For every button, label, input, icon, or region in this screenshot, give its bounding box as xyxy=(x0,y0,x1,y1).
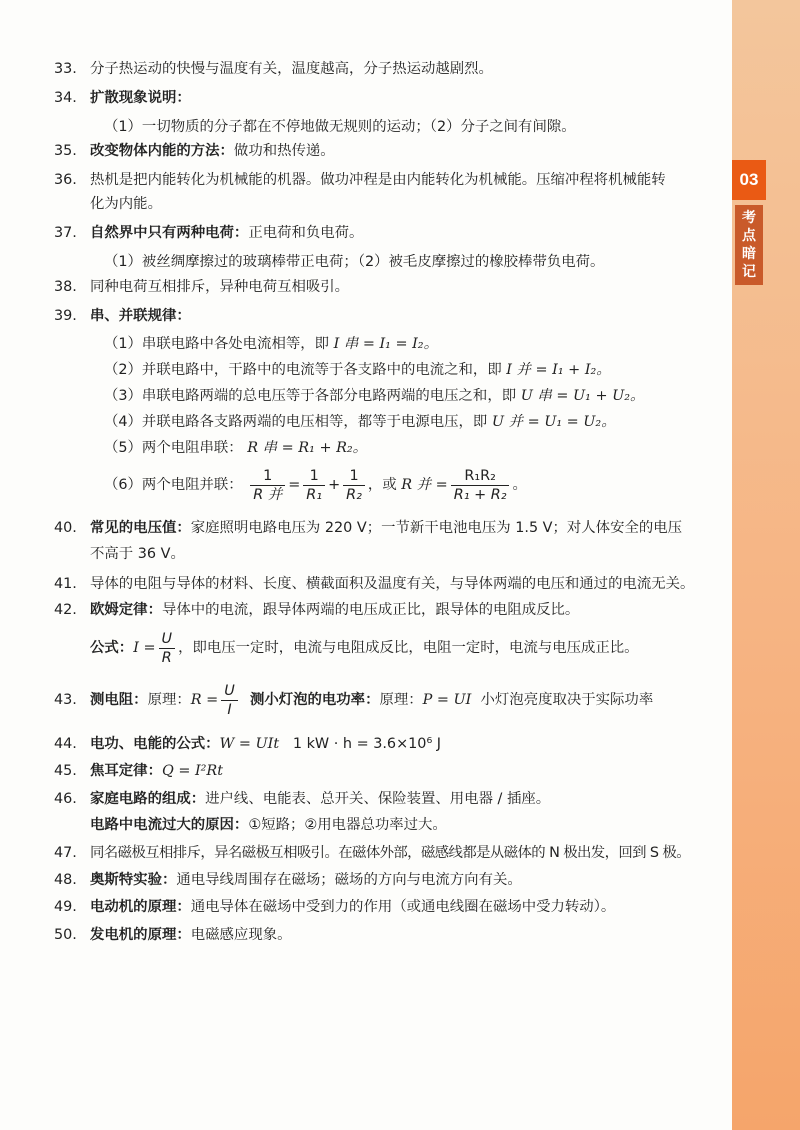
item-37: 37. 自然界中只有两种电荷：正电荷和负电荷。 xyxy=(54,225,364,241)
chapter-char: 记 xyxy=(742,264,756,280)
item-47: 47. 同名磁极互相排斥，异名磁极互相吸引。在磁体外部，磁感线都是从磁体的 N 极出发，回到 S 极。 xyxy=(54,845,691,861)
item-39-3: （3）串联电路两端的总电压等于各部分电路两端的电压之和，即 U 串 = U₁ + U₂。 xyxy=(104,388,645,404)
item-33: 33. 分子热运动的快慢与温度有关，温度越高，分子热运动越剧烈。 xyxy=(54,61,493,77)
item-39-4: （4）并联电路各支路两端的电压相等，都等于电源电压，即 U 并 = U₁ = U₂。 xyxy=(104,414,616,430)
item-39-2: （2）并联电路中，干路中的电流等于各支路中的电流之和，即 I 并 = I₁ + I₂。 xyxy=(104,362,611,378)
fraction: $\frac{U}{I}$ xyxy=(221,682,238,719)
item-40-cont: 不高于 36 V。 xyxy=(90,546,185,562)
chapter-char: 暗 xyxy=(742,246,756,262)
item-46-sub: 电路中电流过大的原因：①短路；②用电器总功率过大。 xyxy=(90,817,447,833)
fraction: $\frac{1}{\text{R 并}}$ xyxy=(250,467,285,504)
item-39-6: （6）两个电阻并联： $\frac{1}{\text{R 并}}$ = $\frac{1}{\text{R₁}}$ + $\frac{1}{\text{R₂}}$ ，或 R 并 = $\frac{\text{R₁R₂}}{\text{R₁ + R₂}}$ 。 xyxy=(104,467,527,503)
chapter-label xyxy=(735,205,763,285)
item-38: 38. 同种电荷互相排斥，异种电荷互相吸引。 xyxy=(54,279,350,295)
item-36: 36. 热机是把内能转化为机械能的机器。做功冲程是由内能转化为机械能。压缩冲程将机械能转 xyxy=(54,172,666,188)
item-43: 43. 测电阻：原理：R = $\frac{U}{I}$ 测小灯泡的电功率：原理：P = UI 小灯泡亮度取决于实际功率 xyxy=(54,682,654,718)
item-40: 40. 常见的电压值：家庭照明电路电压为 220 V；一节新干电池电压为 1.5 V；对人体安全的电压 xyxy=(54,520,683,536)
fraction: $\frac{1}{\text{R₁}}$ xyxy=(303,467,325,504)
item-35: 35. 改变物体内能的方法：做功和热传递。 xyxy=(54,143,335,159)
item-34: 34. 扩散现象说明： xyxy=(54,90,191,106)
item-37-sub: （1）被丝绸摩擦过的玻璃棒带正电荷；（2）被毛皮摩擦过的橡胶棒带负电荷。 xyxy=(104,254,605,270)
item-36-cont: 化为内能。 xyxy=(90,196,162,212)
chapter-char: 考 xyxy=(742,210,756,226)
item-50: 50. 发电机的原理：电磁感应现象。 xyxy=(54,927,292,943)
item-41: 41. 导体的电阻与导体的材料、长度、横截面积及温度有关，与导体两端的电压和通过的电流无关。 xyxy=(54,576,695,592)
item-39-1: （1）串联电路中各处电流相等，即 I 串 = I₁ = I₂。 xyxy=(104,336,438,352)
item-39-5: （5）两个电阻串联： R 串 = R₁ + R₂。 xyxy=(104,440,368,456)
item-48: 48. 奥斯特实验：通电导线周围存在磁场；磁场的方向与电流方向有关。 xyxy=(54,872,522,888)
item-44: 44. 电功、电能的公式：W = UIt 1 kW · h = 3.6×10⁶ J xyxy=(54,736,442,752)
item-46: 46. 家庭电路的组成：进户线、电能表、总开关、保险装置、用电器 / 插座。 xyxy=(54,791,551,807)
item-45: 45. 焦耳定律：Q = I²Rt xyxy=(54,763,224,779)
fraction: $\frac{\text{R₁R₂}}{\text{R₁ + R₂}}$ xyxy=(451,467,510,504)
fraction: $\frac{1}{\text{R₂}}$ xyxy=(343,467,365,504)
item-49: 49. 电动机的原理：通电导体在磁场中受到力的作用（或通电线圈在磁场中受力转动）。 xyxy=(54,899,616,915)
item-42: 42. 欧姆定律：导体中的电流，跟导体两端的电压成正比，跟导体的电阻成反比。 xyxy=(54,602,580,618)
item-34-sub: （1）一切物质的分子都在不停地做无规则的运动；（2）分子之间有间隙。 xyxy=(104,119,576,135)
item-42-formula: 公式：I = $\frac{U}{R}$ ，即电压一定时，电流与电阻成反比，电阻一定时，电流与电压成正比。 xyxy=(90,630,639,666)
chapter-number-tab[interactable]: 03 xyxy=(732,160,766,200)
chapter-char: 点 xyxy=(742,228,756,244)
item-39: 39. 串、并联规律： xyxy=(54,308,191,324)
fraction: $\frac{U}{R}$ xyxy=(159,630,176,667)
